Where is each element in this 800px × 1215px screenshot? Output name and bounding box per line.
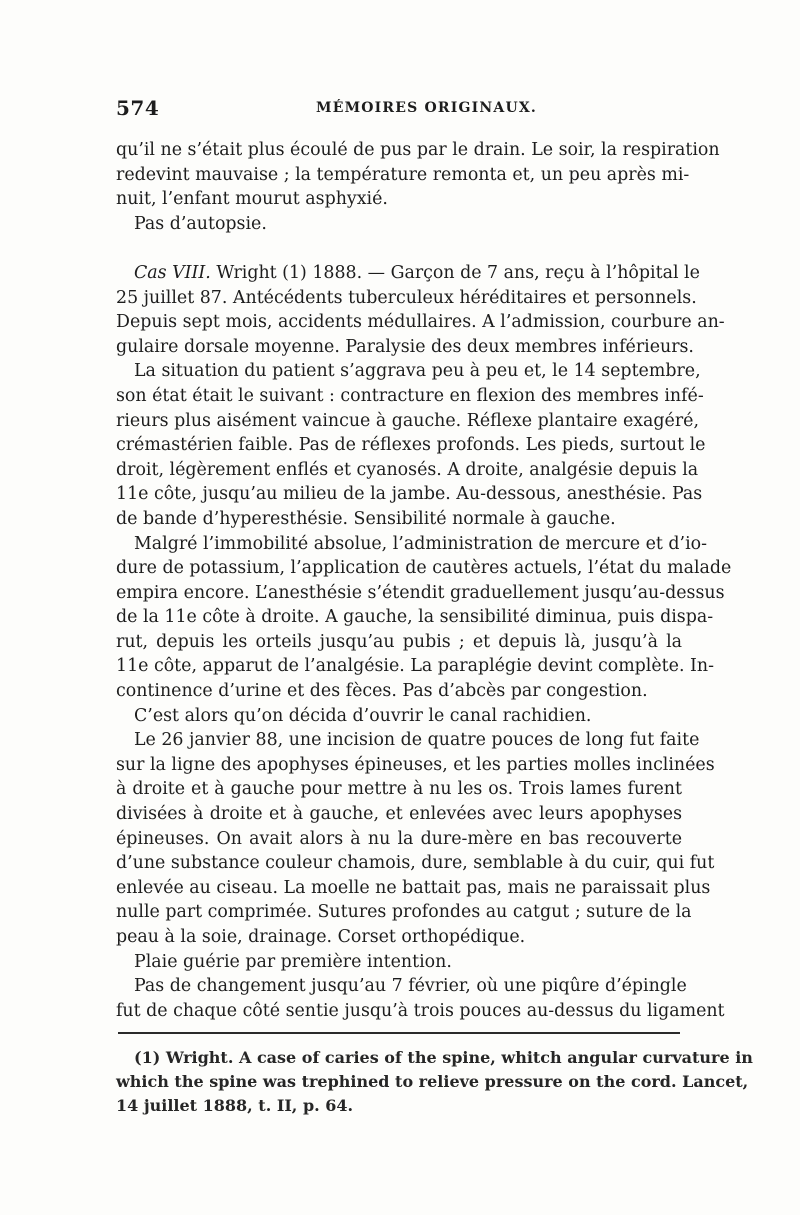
- text-line: fut de chaque côté sentie jusqu’à trois pouces au-dessus du ligament: [116, 1000, 725, 1021]
- text-line: Le 26 janvier 88, une incision de quatre pouces de long fut faite: [134, 730, 700, 751]
- text-line: Malgré l’immobilité absolue, l’administration de mercure et d’io-: [134, 533, 707, 554]
- text-line: 11e côte, jusqu’au milieu de la jambe. Au-dessous, anesthésie. Pas: [116, 484, 703, 505]
- text-line: Depuis sept mois, accidents médullaires. A l’admission, courbure an-: [116, 312, 725, 333]
- footnote-line: (1) Wright. A case of caries of the spine, whitch angular curvature in: [134, 1048, 753, 1067]
- footnote: [116, 1046, 753, 1118]
- text-line: épineuses. On avait alors à nu la dure-mère en bas recouverte: [116, 828, 682, 849]
- footnote-line: 14 juillet 1888, t. II, p. 64.: [116, 1096, 354, 1115]
- text-line: à droite et à gauche pour mettre à nu les os. Trois lames furent: [116, 779, 682, 800]
- case-label: Cas VIII.: [134, 262, 211, 283]
- text-line: droit, légèrement enflés et cyanosés. A droite, analgésie depuis la: [116, 459, 699, 480]
- text-line: 11e côte, apparut de l’analgésie. La paraplégie devint complète. In-: [116, 656, 714, 677]
- page-header: [116, 96, 682, 124]
- text-line: crémastérien faible. Pas de réflexes profonds. Les pieds, surtout le: [116, 435, 706, 456]
- text-line: nuit, l’enfant mourut asphyxié.: [116, 189, 388, 210]
- text-line: Pas d’autopsie.: [134, 213, 267, 234]
- text-line: Pas de changement jusqu’au 7 février, où une piqûre d’épingle: [134, 976, 687, 997]
- text-line: d’une substance couleur chamois, dure, semblable à du cuir, qui fut: [116, 853, 715, 874]
- text-line: [116, 261, 700, 286]
- text-line: de bande d’hyperesthésie. Sensibilité normale à gauche.: [116, 508, 616, 529]
- text-line: rieurs plus aisément vaincue à gauche. Réflexe plantaire exagéré,: [116, 410, 699, 431]
- footnote-rule: [118, 1032, 680, 1034]
- text-line: redevint mauvaise ; la température remonta et, un peu après mi-: [116, 164, 690, 185]
- text-line: enlevée au ciseau. La moelle ne battait pas, mais ne paraissait plus: [116, 877, 711, 898]
- text-line: empira encore. L’anesthésie s’étendit graduellement jusqu’au-dessus: [116, 582, 725, 603]
- page-number: 574: [116, 96, 160, 120]
- text-line: Plaie guérie par première intention.: [134, 951, 452, 972]
- text-line: rut, depuis les orteils jusqu’au pubis ; et depuis là, jusqu’à la: [116, 631, 682, 652]
- text-line: de la 11e côte à droite. A gauche, la sensibilité diminua, puis dispa-: [116, 607, 714, 628]
- text-line: nulle part comprimée. Sutures profondes au catgut ; suture de la: [116, 902, 692, 923]
- running-head: MÉMOIRES ORIGINAUX.: [316, 100, 537, 116]
- text-line: La situation du patient s’aggrava peu à peu et, le 14 septembre,: [134, 361, 701, 382]
- text-line: divisées à droite et à gauche, et enlevées avec leurs apophyses: [116, 804, 682, 825]
- text-line: qu’il ne s’était plus écoulé de pus par le drain. Le soir, la respiration: [116, 140, 720, 160]
- text-line: 25 juillet 87. Antécédents tuberculeux héréditaires et personnels.: [116, 287, 697, 308]
- text-line: sur la ligne des apophyses épineuses, et les parties molles inclinées: [116, 754, 715, 775]
- text-line: son état était le suivant : contracture en flexion des membres infé-: [116, 385, 704, 406]
- text-line: [116, 236, 682, 261]
- text-line: continence d’urine et des fèces. Pas d’abcès par congestion.: [116, 681, 648, 702]
- text-line: peau à la soie, drainage. Corset orthopédique.: [116, 927, 526, 947]
- case-heading-text: Wright (1) 1888. — Garçon de 7 ans, reçu à l’hôpital le: [210, 262, 700, 283]
- footnote-line: which the spine was trephined to relieve pressure on the cord. Lancet,: [116, 1072, 749, 1091]
- text-line: C’est alors qu’on décida d’ouvrir le canal rachidien.: [134, 705, 592, 726]
- body-text: [116, 138, 732, 1023]
- text-line: dure de potassium, l’application de cautères actuels, l’état du malade: [116, 558, 732, 579]
- text-line: gulaire dorsale moyenne. Paralysie des deux membres inférieurs.: [116, 336, 694, 357]
